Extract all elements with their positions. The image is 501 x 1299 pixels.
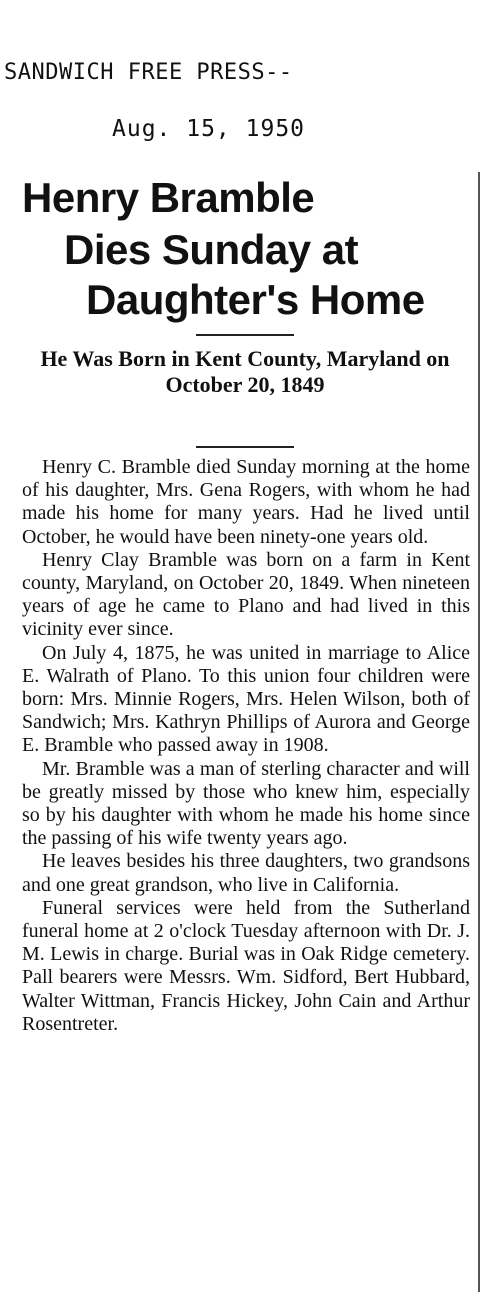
subheadline: He Was Born in Kent County, Maryland on October 20, 1849 <box>40 346 450 397</box>
article-body <box>22 456 470 1036</box>
column-rule <box>478 172 480 1292</box>
headline-line-2: Dies Sunday at <box>64 226 359 273</box>
clipping-source: SANDWICH FREE PRESS-- <box>4 60 293 85</box>
paragraph-2: Henry Clay Bramble was born on a farm in Kent county, Maryland, on October 20, 1849. When nineteen years of age he came to Plano and had lived in this vicinity ever since. <box>22 548 470 641</box>
paragraph-6: Funeral services were held from the Sutherland funeral home at 2 o'clock Tuesday afternoon with Dr. J. M. Lewis in charge. Burial was in Oak Ridge cemetery. Pall bearers were Messrs. Wm. Sidford, Bert Hubbard, Walter Wittman, Francis Hickey, John Cain and Arthur Rosentreter. <box>22 896 470 1035</box>
paragraph-3: On July 4, 1875, he was united in marriage to Alice E. Walrath of Plano. To this union four children were born: Mrs. Minnie Rogers, Mrs. Helen Wilson, both of Sandwich; Mrs. Kathryn Phillips of Aurora and George E. Bramble who passed away in 1908. <box>22 641 470 757</box>
headline-line-1: Henry Bramble <box>22 174 315 221</box>
paragraph-5: He leaves besides his three daughters, two grandsons and one great grandson, who live in California. <box>22 850 470 896</box>
divider-bottom <box>196 446 294 448</box>
divider-top <box>196 334 294 336</box>
clipping-date: Aug. 15, 1950 <box>112 116 306 142</box>
paragraph-4: Mr. Bramble was a man of sterling character and will be greatly missed by those who knew him, especially so by his daughter with whom he made his home since the passing of his wife twenty years ago. <box>22 757 470 850</box>
paragraph-1: Henry C. Bramble died Sunday morning at the home of his daughter, Mrs. Gena Rogers, with whom he had made his home for many years. Had he lived until October, he would have been ninety-one years old. <box>22 456 470 548</box>
headline-line-3: Daughter's Home <box>86 276 425 323</box>
